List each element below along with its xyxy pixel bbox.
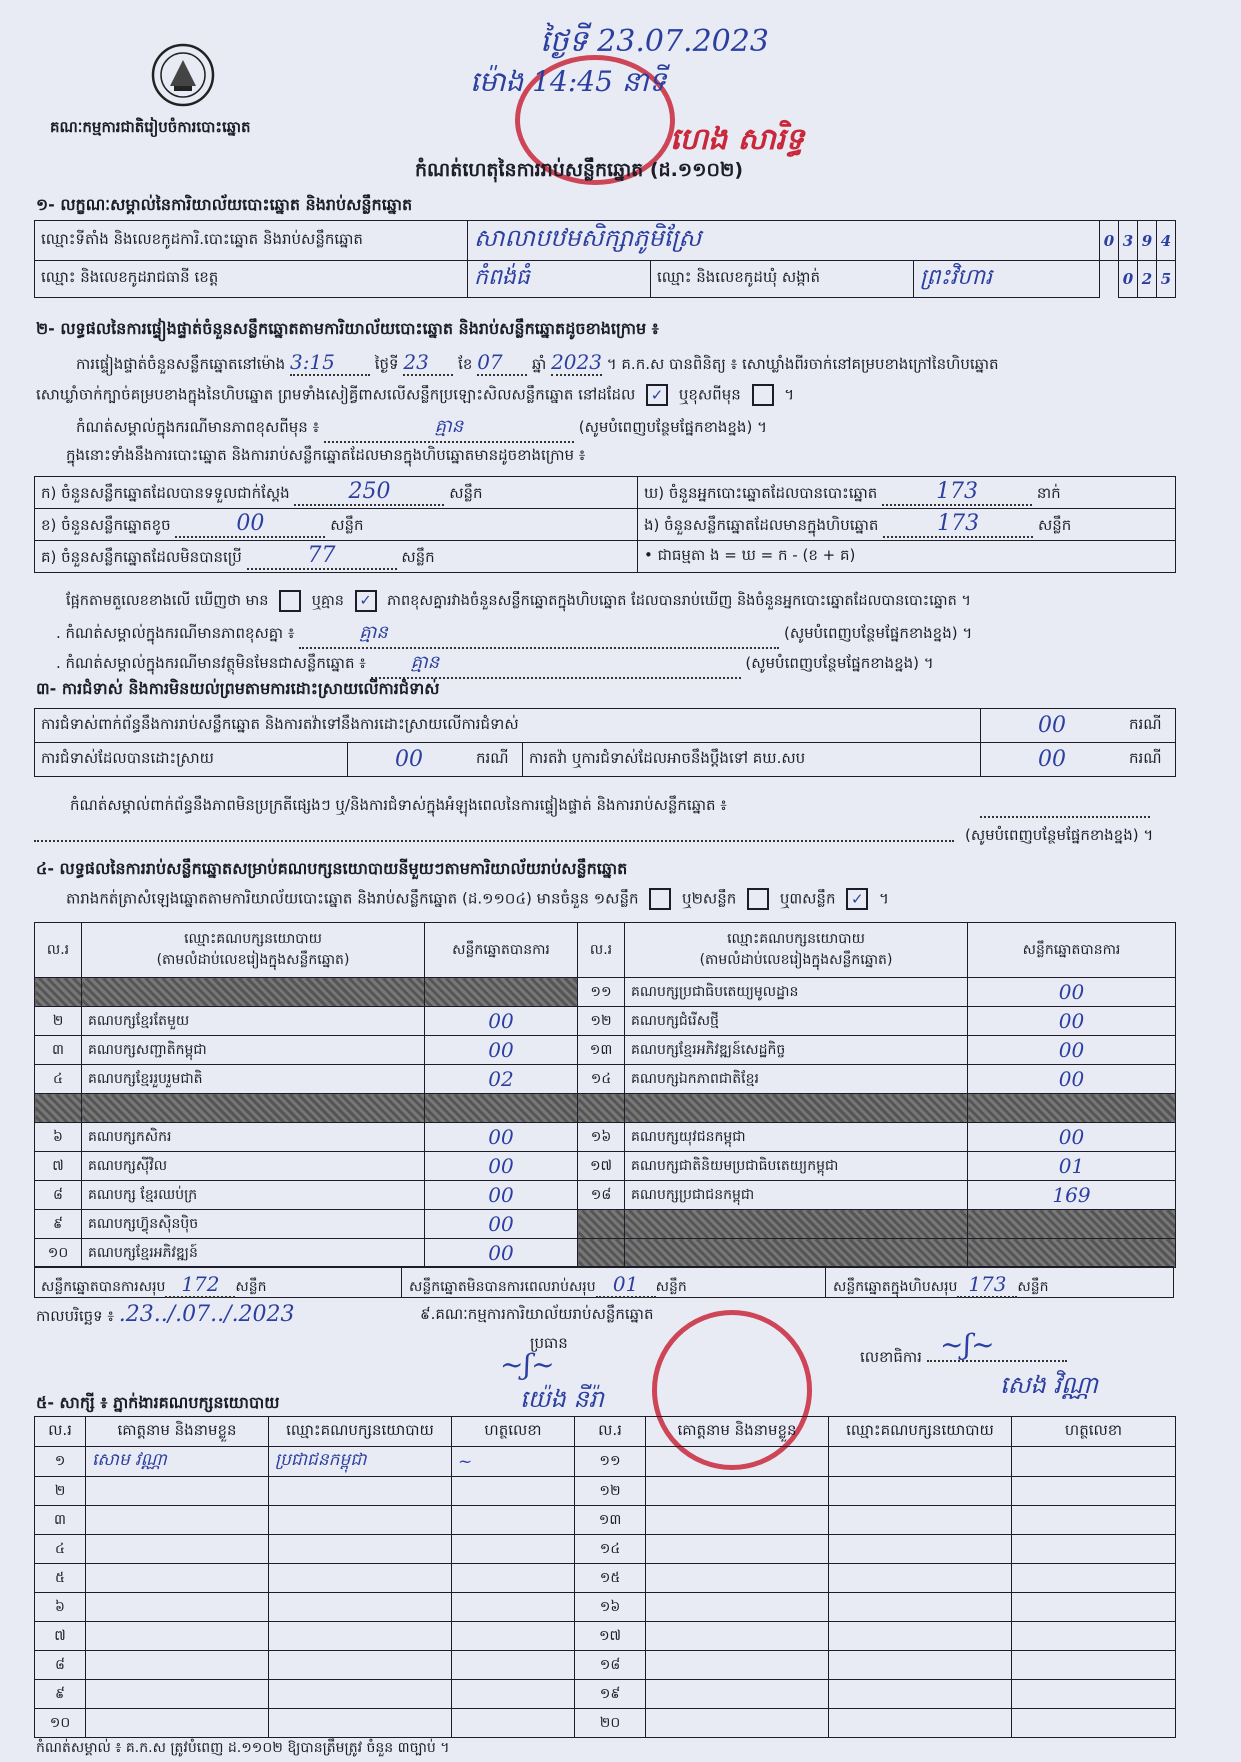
witness-no-right: ១១ <box>575 1447 646 1477</box>
witness-row <box>35 1535 1176 1564</box>
commune-value: ព្រះវិហារ <box>914 261 1100 298</box>
witness-no-right: ១៤ <box>575 1535 646 1564</box>
witness-col-no-right: ល.រ <box>575 1417 646 1447</box>
station-id-table <box>34 220 1176 298</box>
party-no-left: ៧ <box>35 1152 82 1181</box>
party-name-right: គណបក្សយុវជនកម្ពុជា <box>625 1123 968 1152</box>
witness-party-right <box>829 1593 1012 1622</box>
witness-name-right <box>646 1506 829 1535</box>
complaints-value: 00 <box>981 709 1124 743</box>
witness-name-left <box>86 1709 269 1738</box>
witness-party-right <box>829 1680 1012 1709</box>
party-votes-left <box>425 1094 578 1123</box>
voters-voted-value: 173 <box>882 479 1032 506</box>
party-no-right <box>578 1239 625 1268</box>
witness-signature-right <box>1012 1447 1176 1477</box>
party-row <box>35 1094 1176 1123</box>
ballots-in-box-label: ង) ចំនួនសន្លឹកឆ្នោតដែលមានក្នុងហិបឆ្នោត 173 សន្លឹក <box>638 509 1176 541</box>
party-votes-left: 00 <box>425 1239 578 1268</box>
witness-row <box>35 1447 1176 1477</box>
difference-note: . កំណត់សម្គាល់ក្នុងករណីមានភាពខុសគ្នា ៖ គ្មាន (សូមបំពេញបន្ថែមផ្នែកខាងខ្នង) ។ <box>56 620 972 649</box>
witness-no-right: ១៦ <box>575 1593 646 1622</box>
party-results-table <box>34 922 1176 1268</box>
verify-line-2: សោឃ្លាំចាក់ក្បាច់គម្របខាងក្នុងនៃហិបឆ្នោត ព្រមទាំងសៀគ្វីពាសលើសន្លឹកប្រឡោះសិលសន្លឹកឆ្នោត នៅដដែល ✓ ឬខុសពីមុន ។ <box>36 385 795 404</box>
party-no-left: ៣ <box>35 1036 82 1065</box>
witness-row <box>35 1651 1176 1680</box>
party-no-left: ១០ <box>35 1239 82 1268</box>
witness-name-right <box>646 1564 829 1593</box>
witness-signature-right <box>1012 1680 1176 1709</box>
party-row <box>35 1152 1176 1181</box>
witness-party-left <box>269 1535 452 1564</box>
witness-signature-left <box>452 1506 575 1535</box>
witness-signature-left <box>452 1651 575 1680</box>
party-no-left: ៦ <box>35 1123 82 1152</box>
witness-no-right: ១៧ <box>575 1622 646 1651</box>
verify-line-3: កំណត់សម្គាល់ក្នុងករណីមានភាពខុសពីមុន ៖ គ្មាន (សូមបំពេញបន្ថែមផ្នែកខាងខ្នង) ។ <box>76 414 767 443</box>
province-label: ឈ្មោះ និងលេខកូដរាជធានី ខេត្ត <box>35 261 468 298</box>
witness-party-left <box>269 1564 452 1593</box>
party-row <box>35 1065 1176 1094</box>
total-invalid-value: 01 <box>596 1272 656 1298</box>
party-votes-right: 00 <box>968 1123 1176 1152</box>
witness-party-left: ប្រជាជនកម្ពុជា <box>269 1447 452 1477</box>
party-name-right: គណបក្សខ្មែរអភិវឌ្ឍន៍សេដ្ឋកិច្ច <box>625 1036 968 1065</box>
party-name-left: គណបក្សខ្មែរតែមួយ <box>82 1007 425 1036</box>
witness-row <box>35 1477 1176 1506</box>
witness-row <box>35 1709 1176 1738</box>
witness-signature-right <box>1012 1709 1176 1738</box>
party-name-left: គណបក្សហ៊្វុនស៊ិនប៉ិច <box>82 1210 425 1239</box>
witness-signature-right <box>1012 1535 1176 1564</box>
station-code-1: 0 <box>1100 221 1119 261</box>
unused-ballots-label: គ) ចំនួនសន្លឹកឆ្នោតដែលមិនបានប្រើ 77 សន្លឹក <box>35 541 638 573</box>
committee-name: គណៈកម្មការជាតិរៀបចំការបោះឆ្នោត <box>50 118 251 136</box>
witness-no-left: ១០ <box>35 1709 86 1738</box>
commune-label: ឈ្មោះ និងលេខកូដឃុំ សង្កាត់ <box>651 261 914 298</box>
witness-col-name-right: គោត្តនាម និងនាមខ្លួន <box>646 1417 829 1447</box>
witness-no-right: ១៣ <box>575 1506 646 1535</box>
witness-signature-left <box>452 1477 575 1506</box>
difference-note-value: គ្មាន <box>299 620 779 649</box>
party-no-right <box>578 1094 625 1123</box>
section1-title: ១- លក្ខណៈសម្គាល់នៃការិយាល័យបោះឆ្នោត និងរាប់សន្លឹកឆ្នោត <box>36 195 413 214</box>
witness-signature-left <box>452 1564 575 1593</box>
party-votes-right <box>968 1239 1176 1268</box>
witness-table <box>34 1416 1176 1738</box>
secretary-label: លេខាធិការ <box>860 1348 1067 1370</box>
party-votes-right <box>968 1210 1176 1239</box>
witness-no-left: ៨ <box>35 1651 86 1680</box>
foreign-object-note-value: គ្មាន <box>371 650 741 679</box>
party-no-left: ២ <box>35 1007 82 1036</box>
verify-year: 2023 <box>551 350 602 374</box>
totals-row: សន្លឹកឆ្នោតបានការសរុប 172 សន្លឹក សន្លឹកឆ្នោតមិនបានការពេលរាប់សរុប 01 សន្លឹក សន្លឹកឆ្នោតក្នុងហិបសរុប 173 សន្លឹក <box>34 1266 1174 1298</box>
handwritten-signer: ហេង សារិទ្ធ <box>670 122 805 157</box>
party-name-left <box>82 978 425 1007</box>
chair-signature: ~ʃ~ <box>500 1348 555 1381</box>
ballot-count-table <box>34 476 1176 573</box>
witness-signature-right <box>1012 1651 1176 1680</box>
witness-name-left <box>86 1651 269 1680</box>
station-code-4: 4 <box>1157 221 1176 261</box>
two-sheets-checkbox[interactable] <box>747 888 769 910</box>
col-votes-right: សន្លឹកឆ្នោតបានការ <box>968 923 1176 978</box>
appeal-value: 00 <box>981 743 1124 777</box>
foreign-object-note: . កំណត់សម្គាល់ក្នុងករណីមានវត្ថុមិនមែនជាសន្លឹកឆ្នោត ៖ គ្មាន (សូមបំពេញបន្ថែមផ្នែកខាងខ្នង) ។ <box>56 650 934 679</box>
party-name-right: គណបក្សប្រជាធិបតេយ្យមូលដ្ឋាន <box>625 978 968 1007</box>
party-name-right <box>625 1094 968 1123</box>
witness-party-left <box>269 1709 452 1738</box>
party-votes-right <box>968 1094 1176 1123</box>
col-no-right: ល.រ <box>578 923 625 978</box>
witness-no-left: ៣ <box>35 1506 86 1535</box>
commune-code-3: 5 <box>1157 261 1176 298</box>
witness-signature-right <box>1012 1477 1176 1506</box>
party-votes-left: 00 <box>425 1210 578 1239</box>
date-value: .23../.07../.2023 <box>118 1302 295 1327</box>
witness-signature-left <box>452 1709 575 1738</box>
witness-party-right <box>829 1477 1012 1506</box>
difference-no-checkbox[interactable]: ✓ <box>355 590 377 612</box>
section4-title: ៤- លទ្ធផលនៃការរាប់សន្លឹកឆ្នោតសម្រាប់គណបក្សនយោបាយនីមួយៗតាមការិយាល័យរាប់សន្លឹកឆ្នោត <box>36 859 628 878</box>
party-name-left: គណបក្សកសិករ <box>82 1123 425 1152</box>
party-name-right: គណបក្សជាតិនិយមប្រជាធិបតេយ្យកម្ពុជា <box>625 1152 968 1181</box>
form-title: កំណត់ហេតុនៃការរាប់សន្លឹកឆ្នោត (ដ.១១០២) <box>415 159 744 181</box>
witness-party-right <box>829 1535 1012 1564</box>
witness-party-left <box>269 1593 452 1622</box>
date-line: កាលបរិច្ឆេទ ៖ .23../.07../.2023 <box>36 1302 295 1327</box>
witness-no-left: ៥ <box>35 1564 86 1593</box>
party-no-left: ៤ <box>35 1065 82 1094</box>
col-no-left: ល.រ <box>35 923 82 978</box>
witness-no-left: ៤ <box>35 1535 86 1564</box>
party-no-right: ១១ <box>578 978 625 1007</box>
handwritten-date: ថ្ងៃទី 23.07.2023 <box>540 24 769 59</box>
station-code-3: 9 <box>1138 221 1157 261</box>
party-row <box>35 1239 1176 1268</box>
witness-name-left <box>86 1477 269 1506</box>
unused-ballots-value: 77 <box>247 543 397 570</box>
spoiled-ballots-label: ខ) ចំនួនសន្លឹកឆ្នោតខូច 00 សន្លឹក <box>35 509 638 541</box>
party-no-right: ១៤ <box>578 1065 625 1094</box>
party-name-left: គណបក្សស៊ីវិល <box>82 1152 425 1181</box>
witness-no-left: ៧ <box>35 1622 86 1651</box>
witness-col-sign-right: ហត្ថលេខា <box>1012 1417 1176 1447</box>
witness-no-right: ១២ <box>575 1477 646 1506</box>
witness-party-right <box>829 1651 1012 1680</box>
witness-party-right <box>829 1506 1012 1535</box>
party-name-right: គណបក្សឯកភាពជាតិខ្មែរ <box>625 1065 968 1094</box>
changed-checkbox[interactable] <box>752 384 774 406</box>
party-name-left: គណបក្សខ្មែរអភិវឌ្ឍន៍ <box>82 1239 425 1268</box>
witness-party-right <box>829 1709 1012 1738</box>
witness-name-right <box>646 1447 829 1477</box>
witness-name-right <box>646 1680 829 1709</box>
party-name-right <box>625 1239 968 1268</box>
party-votes-left: 00 <box>425 1181 578 1210</box>
witness-signature-left <box>452 1680 575 1709</box>
resolved-label: ការជំទាស់ដែលបានដោះស្រាយ <box>35 743 348 777</box>
three-sheets-checkbox[interactable]: ✓ <box>846 888 868 910</box>
secretary-name: សេង វិណ្ណា <box>1000 1371 1098 1399</box>
witness-col-party-right: ឈ្មោះគណបក្សនយោបាយ <box>829 1417 1012 1447</box>
party-votes-right: 01 <box>968 1152 1176 1181</box>
party-name-right: គណបក្សប្រជាជនកម្ពុជា <box>625 1181 968 1210</box>
witness-party-left <box>269 1680 452 1709</box>
party-votes-right: 00 <box>968 1065 1176 1094</box>
witness-name-left <box>86 1564 269 1593</box>
witness-no-left: ៦ <box>35 1593 86 1622</box>
witness-party-right <box>829 1447 1012 1477</box>
emblem-logo <box>150 42 216 108</box>
party-row <box>35 978 1176 1007</box>
witness-name-left <box>86 1506 269 1535</box>
secretary-signature: ~ʃ~ <box>940 1328 995 1361</box>
chair-name: យ៉េង នីរ៉ា <box>520 1385 604 1413</box>
party-no-right <box>578 1210 625 1239</box>
party-row <box>35 1036 1176 1065</box>
witness-col-sign-left: ហត្ថលេខា <box>452 1417 575 1447</box>
resolved-value: 00 <box>348 743 471 777</box>
commune-code-1: 0 <box>1119 261 1138 298</box>
party-votes-right: 00 <box>968 1007 1176 1036</box>
tally-sheets-line: តារាងកត់ត្រាសំឡេងឆ្នោតតាមការិយាល័យបោះឆ្នោត និងរាប់សន្លឹកឆ្នោត (ដ.១១០៤) មានចំនួន ១សន្លឹក ឬ២សន្លឹក ឬ៣សន្លឹក ✓ ។ <box>66 889 889 908</box>
voters-voted-label: ឃ) ចំនួនអ្នកបោះឆ្នោតដែលបានបោះឆ្នោត 173 នាក់ <box>638 477 1176 509</box>
section2-title: ២- លទ្ធផលនៃការផ្ទៀងផ្ទាត់ចំនួនសន្លឹកឆ្នោតតាមការិយាល័យបោះឆ្នោត និងរាប់សន្លឹកឆ្នោតដូចខាងក្រោម ៖ <box>36 319 659 338</box>
witness-name-left <box>86 1593 269 1622</box>
witness-no-left: ១ <box>35 1447 86 1477</box>
witness-signature-right <box>1012 1506 1176 1535</box>
witness-signature-right <box>1012 1622 1176 1651</box>
witness-row <box>35 1564 1176 1593</box>
complaints-table: ការជំទាស់ពាក់ព័ន្ធនឹងការរាប់សន្លឹកឆ្នោត និងការតវ៉ាទៅនឹងការដោះស្រាយលើការជំទាស់ 00 ករណី ការជំទាស់ដែលបានដោះស្រាយ 00 ករណី ការតវ៉ា ឬការជំទាស់ដែលអាចនឹងប្តឹងទៅ គឃ.សប 00 ករណី <box>34 708 1176 777</box>
handwritten-time: ម៉ោង 14:45 នាទី <box>470 65 667 98</box>
witness-no-right: ១៩ <box>575 1680 646 1709</box>
witness-col-party-left: ឈ្មោះគណបក្សនយោបាយ <box>269 1417 452 1447</box>
witness-row <box>35 1680 1176 1709</box>
party-votes-right: 00 <box>968 1036 1176 1065</box>
party-name-left: គណបក្សខ្មែររួបរួមជាតិ <box>82 1065 425 1094</box>
ballots-in-box-value: 173 <box>883 511 1033 538</box>
spoiled-ballots-value: 00 <box>175 511 325 538</box>
witness-party-left <box>269 1506 452 1535</box>
station-label: ឈ្មោះទីតាំង និងលេខកូដការិ.បោះឆ្នោត និងរាប់សន្លឹកឆ្នោត <box>35 221 468 261</box>
party-votes-right: 00 <box>968 978 1176 1007</box>
witness-name-right <box>646 1651 829 1680</box>
witness-signature-right <box>1012 1593 1176 1622</box>
section5-title: ៥- សាក្សី ៖ ភ្នាក់ងារគណបក្សនយោបាយ <box>36 1393 280 1412</box>
party-row <box>35 1181 1176 1210</box>
witness-party-right <box>829 1622 1012 1651</box>
col-party-left: ឈ្មោះគណបក្សនយោបាយ (តាមលំដាប់លេខរៀងក្នុងសន្លឹកឆ្នោត) <box>82 923 425 978</box>
station-code-2: 3 <box>1119 221 1138 261</box>
party-name-right: គណបក្សជំរើសថ្មី <box>625 1007 968 1036</box>
party-name-left: គណបក្សសញ្ជាតិកម្ពុជា <box>82 1036 425 1065</box>
province-value: កំពង់ធំ <box>468 261 651 298</box>
chair-label: ប្រធាន <box>530 1334 568 1352</box>
unchanged-checkbox[interactable]: ✓ <box>646 384 668 406</box>
total-valid-value: 172 <box>165 1272 235 1298</box>
party-row <box>35 1210 1176 1239</box>
verify-line-4: ក្នុងនោះទាំងនឹងការបោះឆ្នោត និងការរាប់សន្លឹកឆ្នោតដែលមានក្នុងហិបឆ្នោតមានដូចខាងក្រោម ៖ <box>66 446 586 464</box>
irregularity-note: កំណត់សម្គាល់ពាក់ព័ន្ធនឹងភាពមិនប្រក្រតីផ្សេងៗ ឬ/និងការជំទាស់ក្នុងអំឡុងពេលនៃការផ្ទៀងផ្ទាត់ និងការរាប់សន្លឹកឆ្នោត ៖ <box>70 796 727 814</box>
party-no-left: ៩ <box>35 1210 82 1239</box>
party-row <box>35 1007 1176 1036</box>
col-votes-left: សន្លឹកឆ្នោតបានការ <box>425 923 578 978</box>
witness-row <box>35 1593 1176 1622</box>
witness-name-left <box>86 1535 269 1564</box>
complaints-label: ការជំទាស់ពាក់ព័ន្ធនឹងការរាប់សន្លឹកឆ្នោត និងការតវ៉ាទៅនឹងការដោះស្រាយលើការជំទាស់ <box>35 709 981 743</box>
witness-name-right <box>646 1477 829 1506</box>
party-votes-left <box>425 978 578 1007</box>
witness-name-left: សោម វណ្ណា <box>86 1447 269 1477</box>
witness-name-right <box>646 1593 829 1622</box>
witness-name-right <box>646 1709 829 1738</box>
verify-time: 3:15 <box>290 350 370 376</box>
party-no-left: ៨ <box>35 1181 82 1210</box>
party-row <box>35 1123 1176 1152</box>
party-votes-left: 00 <box>425 1152 578 1181</box>
party-no-left <box>35 978 82 1007</box>
irregularity-note-line <box>980 800 1150 818</box>
counting-committee: ៩.គណៈកម្មការការិយាល័យរាប់សន្លឹកឆ្នោត <box>420 1305 654 1323</box>
witness-no-right: ១៨ <box>575 1651 646 1680</box>
witness-signature-left <box>452 1622 575 1651</box>
party-votes-left: 02 <box>425 1065 578 1094</box>
party-votes-left: 00 <box>425 1036 578 1065</box>
verify-line-1: ការផ្ទៀងផ្ទាត់ចំនួនសន្លឹកឆ្នោតនៅម៉ោង 3:15 ថ្ងៃទី 23 ខែ 07 ឆ្នាំ 2023 ។ គ.ក.ស បានពិនិត្យ ៖ សោឃ្លាំងពីរចាក់នៅគម្របខាងក្រៅនៃហិបឆ្នោត <box>76 350 999 374</box>
one-sheet-checkbox[interactable] <box>649 888 671 910</box>
party-name-left <box>82 1094 425 1123</box>
witness-signature-left <box>452 1535 575 1564</box>
received-ballots-label: ក) ចំនួនសន្លឹកឆ្នោតដែលបានទទួលជាក់ស្តែង 250 សន្លឹក <box>35 477 638 509</box>
witness-name-left <box>86 1680 269 1709</box>
change-note-value: គ្មាន <box>324 414 574 443</box>
verify-month: 07 <box>477 350 527 376</box>
appeal-label: ការតវ៉ា ឬការជំទាស់ដែលអាចនឹងប្តឹងទៅ គឃ.សប <box>523 743 981 777</box>
witness-party-left <box>269 1651 452 1680</box>
witness-party-left <box>269 1477 452 1506</box>
party-no-right: ១២ <box>578 1007 625 1036</box>
witness-no-right: ១៥ <box>575 1564 646 1593</box>
party-no-right: ១៦ <box>578 1123 625 1152</box>
party-votes-left: 00 <box>425 1007 578 1036</box>
party-no-right: ១៧ <box>578 1152 625 1181</box>
irregularity-note-tail: (សូមបំពេញបន្ថែមផ្នែកខាងខ្នង) ។ <box>965 826 1154 844</box>
party-votes-right: 169 <box>968 1181 1176 1210</box>
witness-signature-left: ~ <box>452 1447 575 1477</box>
party-name-right <box>625 1210 968 1239</box>
party-no-left <box>35 1094 82 1123</box>
witness-no-right: ២០ <box>575 1709 646 1738</box>
witness-name-left <box>86 1622 269 1651</box>
verify-day: 23 <box>403 350 453 376</box>
witness-signature-right <box>1012 1564 1176 1593</box>
difference-line: ផ្អែកតាមតួលេខខាងលើ ឃើញថា មាន ឬគ្មាន ✓ ភាពខុសគ្នារវាងចំនួនសន្លឹកឆ្នោតក្នុងហិបឆ្នោត ដែលបានរាប់ឃើញ និងចំនួនអ្នកបោះឆ្នោតដែលបានបោះឆ្នោត ។ <box>66 590 971 613</box>
witness-signature-left <box>452 1593 575 1622</box>
witness-party-left <box>269 1622 452 1651</box>
total-box-value: 173 <box>957 1272 1017 1298</box>
witness-row <box>35 1622 1176 1651</box>
witness-name-right <box>646 1622 829 1651</box>
witness-no-left: ៩ <box>35 1680 86 1709</box>
witness-party-right <box>829 1564 1012 1593</box>
witness-col-no-left: ល.រ <box>35 1417 86 1447</box>
party-name-left: គណបក្ស ខ្មែរឈប់ក្រ <box>82 1181 425 1210</box>
section3-title: ៣- ការជំទាស់ និងការមិនយល់ព្រមតាមការដោះស្រាយលើការជំទាស់ <box>36 679 440 698</box>
difference-yes-checkbox[interactable] <box>279 590 301 612</box>
irregularity-note-line-2 <box>34 826 954 842</box>
witness-no-left: ២ <box>35 1477 86 1506</box>
party-no-right: ១៨ <box>578 1181 625 1210</box>
formula-note: • ជាធម្មតា ង = ឃ = ក - (ខ + គ) <box>638 541 1176 573</box>
received-ballots-value: 250 <box>294 479 444 506</box>
witness-row <box>35 1506 1176 1535</box>
commune-code-2: 2 <box>1138 261 1157 298</box>
witness-name-right <box>646 1535 829 1564</box>
col-party-right: ឈ្មោះគណបក្សនយោបាយ (តាមលំដាប់លេខរៀងក្នុងសន្លឹកឆ្នោត) <box>625 923 968 978</box>
party-votes-left: 00 <box>425 1123 578 1152</box>
station-value: សាលាបឋមសិក្សាភូមិស្រែ <box>468 221 1100 261</box>
witness-col-name-left: គោត្តនាម និងនាមខ្លួន <box>86 1417 269 1447</box>
party-no-right: ១៣ <box>578 1036 625 1065</box>
bottom-note: កំណត់សម្គាល់ ៖ គ.ក.ស ត្រូវបំពេញ ដ.១១០២ ឱ្យបានត្រឹមត្រូវ ចំនួន ៣ច្បាប់ ។ <box>36 1740 450 1756</box>
